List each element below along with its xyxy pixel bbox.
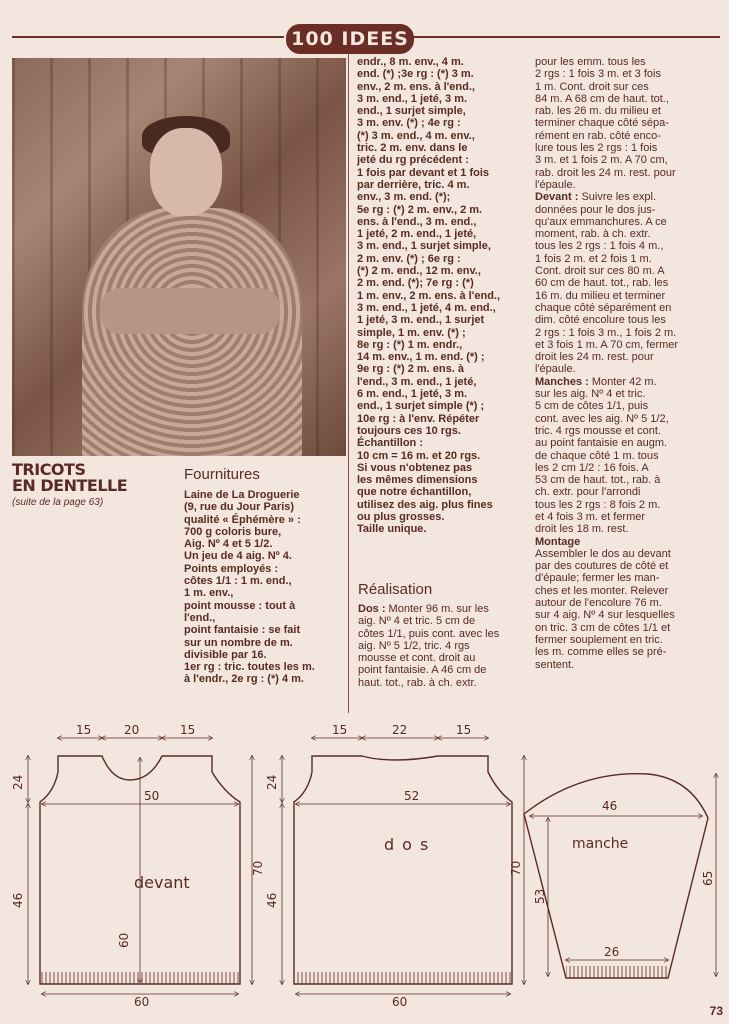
dos-label: dos	[384, 835, 437, 854]
text-line: 2 m. end. (*); 7e rg : (*)	[357, 277, 474, 290]
text-line: de chaque côté 1 m. tous	[535, 449, 659, 462]
text-line: 84 m. A 68 cm de haut. tot.,	[535, 92, 669, 105]
text-line: 14 m. env., 1 m. end. (*) ;	[357, 351, 485, 364]
text-line: ch. extr. pour l'arrondi	[535, 486, 641, 499]
realisation-heading: Réalisation	[358, 581, 433, 598]
text-line: (*) 2 m. end., 12 m. env.,	[357, 265, 481, 278]
text-line: Laine de La Droguerie	[184, 489, 300, 501]
text-line: 53 cm de haut. tot., rab. à	[535, 474, 661, 487]
text-line: chaque côté séparément en	[535, 301, 672, 314]
dos-rib	[294, 972, 512, 984]
text-line: 10 cm = 16 m. et 20 rgs.	[357, 449, 481, 462]
text-line: haut. tot., rab. à ch. extr.	[358, 676, 477, 689]
devant-dim-chest: 50	[144, 789, 160, 803]
text-line: par des coutures de côté et	[535, 560, 669, 573]
text-line: end., 1 surjet simple,	[357, 105, 466, 118]
text-line: données pour le dos jus-	[535, 203, 656, 216]
text-line: terminer chaque côté sépa-	[535, 117, 669, 130]
text-line: sur un nombre de m.	[184, 636, 293, 649]
text-line: qualité « Éphémère » :	[184, 513, 301, 526]
text-line: 3 m. end., 1 jeté, 4 m. end.,	[357, 301, 496, 314]
header-rule-left	[12, 36, 284, 38]
text-line: d'épaule; fermer les man-	[535, 572, 660, 585]
text-line: l'épaule.	[535, 178, 576, 191]
text-line: Assembler le dos au devant	[535, 547, 671, 560]
text-line: simple, 1 m. env. (*) ;	[357, 326, 466, 339]
text-line: Points employés :	[184, 562, 279, 575]
diagrams-svg	[0, 718, 729, 1018]
text-line: Échantillon :	[357, 437, 423, 450]
text-line: par derrière, tric. 4 m.	[357, 178, 470, 191]
text-line: côtes 1/1, puis cont. avec les	[358, 627, 500, 640]
manche-label: manche	[572, 836, 629, 852]
text-line: (9, rue du Jour Paris)	[184, 501, 295, 514]
text-line: 1 m. Cont. droit sur ces	[535, 80, 649, 93]
text-line: et 4 fois 3 m. et fermer	[535, 510, 646, 523]
text-line: 2 rgs : 1 fois 3 m. et 3 fois	[535, 68, 661, 81]
text-line: end., 1 surjet simple (*) ;	[357, 400, 485, 413]
text-line: droit les 24 m. rest. pour	[535, 351, 654, 364]
text-line: point fantaisie. A 46 cm de	[358, 664, 487, 677]
devant-label: devant	[134, 873, 190, 892]
text-line: mousse et cont. droit au	[358, 652, 476, 665]
dos-dim-right: 70	[509, 860, 523, 876]
text-line: tous les 2 rgs : 8 fois 2 m.	[535, 498, 661, 511]
dos-dim-top-mid: 22	[392, 723, 408, 737]
text-line: 60 cm de haut. tot., rab. les	[535, 277, 669, 290]
text-line: 16 m. du milieu et terminer	[535, 289, 666, 302]
text-line: toujours ces 10 rgs.	[357, 424, 461, 437]
text-line: aig. Nº 5 1/2, tric. 4 rgs	[358, 639, 470, 652]
text-line: 1 m. env., 2 m. ens. à l'end.,	[357, 289, 501, 302]
text-line: Taille unique.	[357, 523, 427, 536]
manche-rib	[566, 966, 668, 978]
text-line: (*) 3 m. end., 4 m. env.,	[357, 129, 475, 142]
dos-dim-top-left: 15	[332, 723, 348, 737]
text-line: Un jeu de 4 aig. Nº 4.	[184, 550, 292, 563]
text-line: rab. les 26 m. du milieu et	[535, 105, 661, 118]
model-photo	[12, 58, 346, 456]
text-line: 1 m. env.,	[184, 587, 234, 600]
text-line: utilisez des aig. plus fines	[357, 498, 493, 511]
text-line: Monter 96 m. sur les	[385, 603, 489, 615]
text-line: sentent.	[535, 658, 575, 671]
devant-dim-left-top: 24	[11, 774, 25, 790]
fournitures-text	[184, 489, 346, 686]
text-line: divisible par 16.	[184, 648, 267, 661]
text-line: 2 rgs : 1 fois 3 m., 1 fois 2 m.	[535, 326, 677, 339]
text-line: 5e rg : (*) 2 m. env., 2 m.	[357, 203, 483, 216]
text-line: 1er rg : tric. toutes les m.	[184, 661, 315, 674]
text-line: qu'aux emmanchures. A ce	[535, 215, 667, 228]
text-line: 3 m. et 1 fois 2 m. A 70 cm,	[535, 154, 668, 167]
devant-dim-top-right: 15	[180, 723, 196, 737]
text-line: point fantaisie : se fait	[184, 624, 301, 637]
text-line: droit les 18 m. rest.	[535, 523, 629, 536]
devant-dim-center: 60	[117, 932, 131, 948]
text-line: et 3 fois 1 m. A 70 cm, fermer	[535, 338, 679, 351]
text-line: 8e rg : (*) 1 m. endr.,	[357, 338, 463, 351]
devant-dim-right: 70	[251, 860, 265, 876]
text-line: on tric. 3 cm de côtes 1/1 et	[535, 621, 671, 634]
text-line: jeté du rg précédent :	[357, 154, 469, 167]
text-line: Cont. droit sur ces 80 m. A	[535, 265, 665, 278]
text-line: 700 g coloris bure,	[184, 525, 282, 538]
text-line: end. (*) ;3e rg : (*) 3 m.	[357, 68, 474, 81]
text-line: 3 m. end., 1 surjet simple,	[357, 240, 491, 253]
section-label: Manches :	[535, 375, 589, 388]
text-line: rément en rab. côté enco-	[535, 129, 661, 142]
text-line: autour de l'encolure 76 m.	[535, 597, 662, 610]
text-line: env., 3 m. end. (*);	[357, 191, 451, 204]
text-line: l'end.,	[184, 611, 216, 624]
text-line: 1 fois 2 m. et 2 fois 1 m.	[535, 252, 652, 265]
text-line: rab. droit les 24 m. rest. pour	[535, 166, 676, 179]
text-line: l'épaule.	[535, 363, 576, 376]
text-line: Monter 42 m.	[588, 375, 657, 388]
dos-dim-left-bottom: 46	[265, 892, 279, 908]
text-line: dim. côté encolure tous les	[535, 314, 666, 327]
manche-dim-top: 46	[602, 799, 618, 813]
text-line: 6 m. end., 1 jeté, 3 m.	[357, 388, 468, 401]
column-2-text	[357, 56, 529, 536]
text-line: 10e rg : à l'env. Répéter	[357, 412, 480, 425]
text-line: 3 m. env. (*) ; 4e rg :	[357, 117, 461, 130]
text-line: sur les aig. Nº 4 et tric.	[535, 388, 646, 401]
dos-text: Dos : Monter 96 m. sur les aig. Nº 4 et tric. 5 cm de côtes 1/1, puis cont. avec les aig. Nº 5 1/2, tric. 4 rgs mousse et cont. droit au point fantaisie. A 46 cm de haut. tot., rab. à ch. extr.	[358, 603, 522, 689]
text-line: env., 2 m. ens. à l'end.,	[357, 80, 475, 93]
text-line: côtes 1/1 : 1 m. end.,	[184, 575, 292, 588]
header-rule-right	[412, 36, 720, 38]
text-line: tric. 2 m. env. dans le	[357, 142, 468, 155]
text-line: les m. comme elles se pré-	[535, 646, 667, 659]
text-line: 1 jeté, 2 m. end., 1 jeté,	[357, 228, 477, 241]
text-line: ens. à l'end., 3 m. end.,	[357, 215, 477, 228]
text-line: 2 m. env. (*) ; 6e rg :	[357, 252, 461, 265]
text-line: tous les 2 rgs : 1 fois 4 m.,	[535, 240, 664, 253]
dos-dim-chest: 52	[404, 789, 420, 803]
devant-dim-left-bottom: 46	[11, 892, 25, 908]
devant-dim-top-left: 15	[76, 723, 92, 737]
article-title: TRICOTS EN DENTELLE	[12, 460, 128, 495]
text-line: à l'endr., 2e rg : (*) 4 m.	[184, 673, 304, 686]
dos-dim-left-top: 24	[265, 774, 279, 790]
text-line: Si vous n'obtenez pas	[357, 461, 473, 474]
text-line: 5 cm de côtes 1/1, puis	[535, 400, 649, 413]
text-line: les mêmes dimensions	[357, 474, 478, 487]
dos-dim-bottom: 60	[392, 995, 408, 1009]
text-line: au point fantaisie en augm.	[535, 437, 668, 450]
section-label: Devant :	[535, 191, 579, 204]
text-line: moment, rab. à ch. extr.	[535, 228, 651, 241]
manche-dim-left: 53	[533, 888, 547, 904]
page-number: 73	[709, 1004, 723, 1018]
text-line: l'end., 3 m. end., 1 jeté,	[357, 375, 477, 388]
text-line: Aig. Nº 4 et 5 1/2.	[184, 538, 273, 551]
text-line: lure tous les 2 rgs : 1 fois	[535, 142, 658, 155]
manche-dim-bottom: 26	[604, 945, 620, 959]
text-line: 1 jeté, 3 m. end., 1 surjet	[357, 314, 485, 327]
fournitures-heading: Fournitures	[184, 466, 260, 483]
text-line: cont. avec les aig. Nº 5 1/2,	[535, 412, 669, 425]
text-line: fermer souplement en tric.	[535, 633, 663, 646]
text-line: que notre échantillon,	[357, 486, 472, 499]
column-3-text	[535, 56, 699, 671]
header-badge: 100 IDEES	[286, 24, 414, 54]
article-subtitle: (suite de la page 63)	[12, 497, 104, 508]
text-line: 3 m. end., 1 jeté, 3 m.	[357, 92, 468, 105]
text-line: tric. 4 rgs mousse et cont.	[535, 424, 661, 437]
text-line: pour les emm. tous les	[535, 56, 646, 68]
pattern-diagrams	[0, 718, 729, 1018]
text-line: 9e rg : (*) 2 m. ens. à	[357, 363, 464, 376]
dos-outline	[294, 756, 512, 984]
text-line: endr., 8 m. env., 4 m.	[357, 56, 464, 68]
devant-dim-top-mid: 20	[124, 723, 140, 737]
text-line: point mousse : tout à	[184, 599, 296, 612]
text-line: 1 fois par devant et 1 fois	[357, 166, 490, 179]
text-line: aig. Nº 4 et tric. 5 cm de	[358, 615, 476, 628]
manche-dim-right: 65	[701, 870, 715, 886]
text-line: sur 4 aig. Nº 4 sur lesquelles	[535, 609, 675, 622]
text-line: les 2 cm 1/2 : 16 fois. A	[535, 461, 649, 474]
devant-dim-bottom: 60	[134, 995, 150, 1009]
montage-heading: Montage	[535, 535, 581, 548]
text-line: ches et les monter. Relever	[535, 584, 669, 597]
text-line: ou plus grosses.	[357, 510, 445, 523]
text-line: Suivre les expl.	[578, 191, 657, 204]
dos-dim-top-right: 15	[456, 723, 472, 737]
